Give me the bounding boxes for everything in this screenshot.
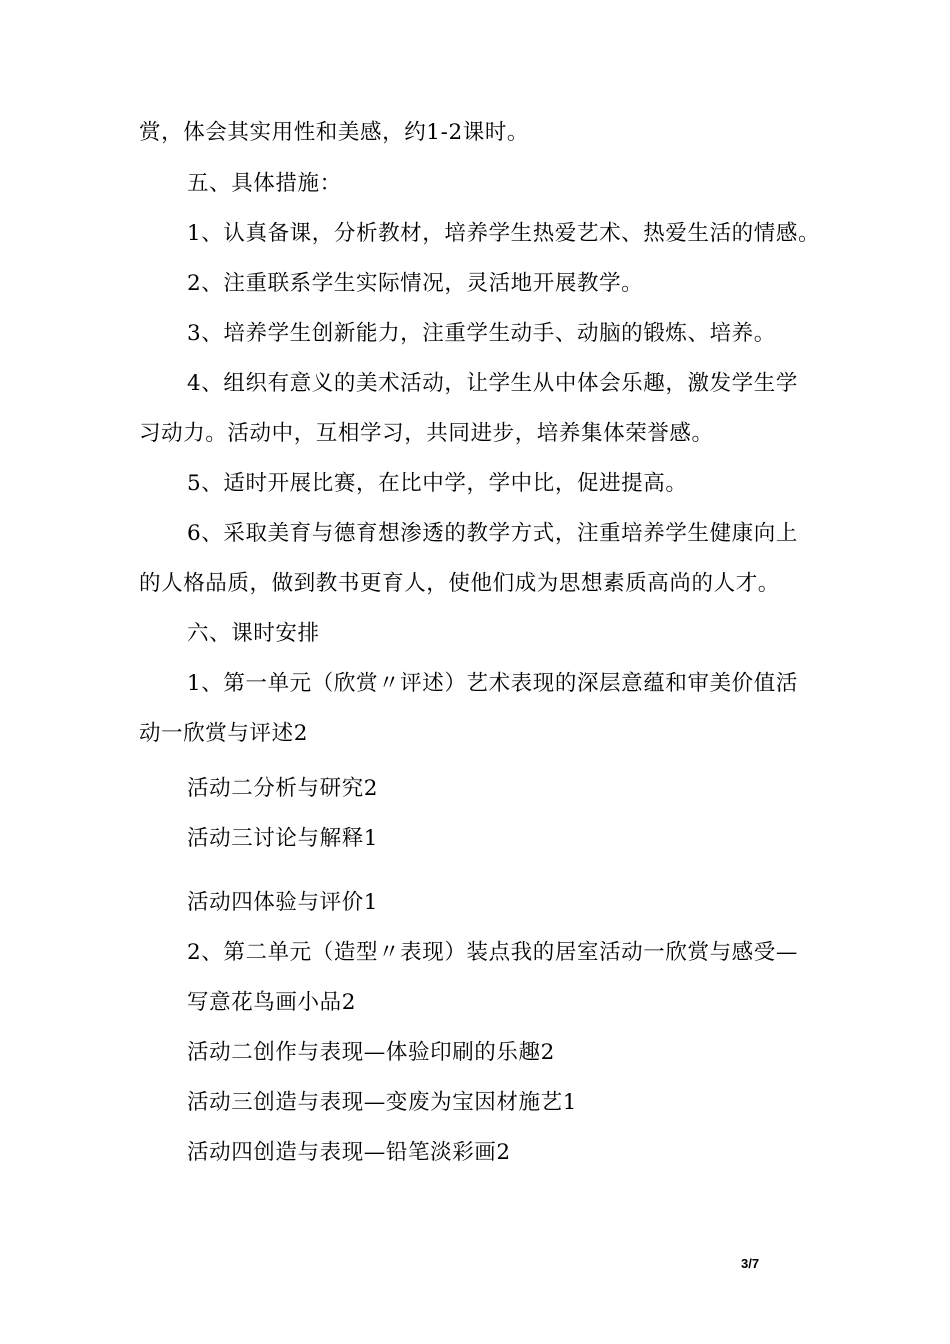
activity-line: 活动四创造与表现—铅笔淡彩画2 bbox=[187, 1140, 511, 1165]
list-item: 1、认真备课，分析教材，培养学生热爱艺术、热爱生活的情感。 bbox=[187, 221, 821, 246]
list-item: 2、注重联系学生实际情况，灵活地开展教学。 bbox=[187, 271, 644, 296]
activity-line: 写意花鸟画小品2 bbox=[187, 990, 356, 1015]
activity-line: 活动三创造与表现—变废为宝因材施艺1 bbox=[187, 1090, 577, 1115]
list-item: 1、第一单元（欣赏〃评述）艺术表现的深层意蕴和审美价值活 bbox=[187, 671, 798, 696]
activity-line: 活动三讨论与解释1 bbox=[187, 826, 379, 851]
section-heading: 六、课时安排 bbox=[187, 621, 320, 646]
list-item: 3、培养学生创新能力，注重学生动手、动脑的锻炼、培养。 bbox=[187, 321, 776, 346]
activity-line: 活动四体验与评价1 bbox=[187, 890, 379, 915]
list-item: 2、第二单元（造型〃表现）装点我的居室活动一欣赏与感受— bbox=[187, 940, 798, 965]
text-line: 动一欣赏与评述2 bbox=[139, 721, 308, 746]
activity-line: 活动二创作与表现—体验印刷的乐趣2 bbox=[187, 1040, 555, 1065]
text-line: 赏，体会其实用性和美感，约1-2课时。 bbox=[139, 120, 530, 145]
list-item: 5、适时开展比赛，在比中学，学中比，促进提高。 bbox=[187, 471, 688, 496]
page-number: 3/7 bbox=[741, 1256, 760, 1271]
list-item: 6、采取美育与德育想渗透的教学方式，注重培养学生健康向上 bbox=[187, 521, 798, 546]
activity-line: 活动二分析与研究2 bbox=[187, 776, 379, 801]
text-line: 习动力。活动中，互相学习，共同进步，培养集体荣誉感。 bbox=[139, 421, 714, 446]
text-line: 的人格品质，做到教书更育人，使他们成为思想素质高尚的人才。 bbox=[139, 571, 780, 596]
section-heading: 五、具体措施： bbox=[187, 171, 342, 196]
list-item: 4、组织有意义的美术活动，让学生从中体会乐趣，激发学生学 bbox=[187, 371, 798, 396]
